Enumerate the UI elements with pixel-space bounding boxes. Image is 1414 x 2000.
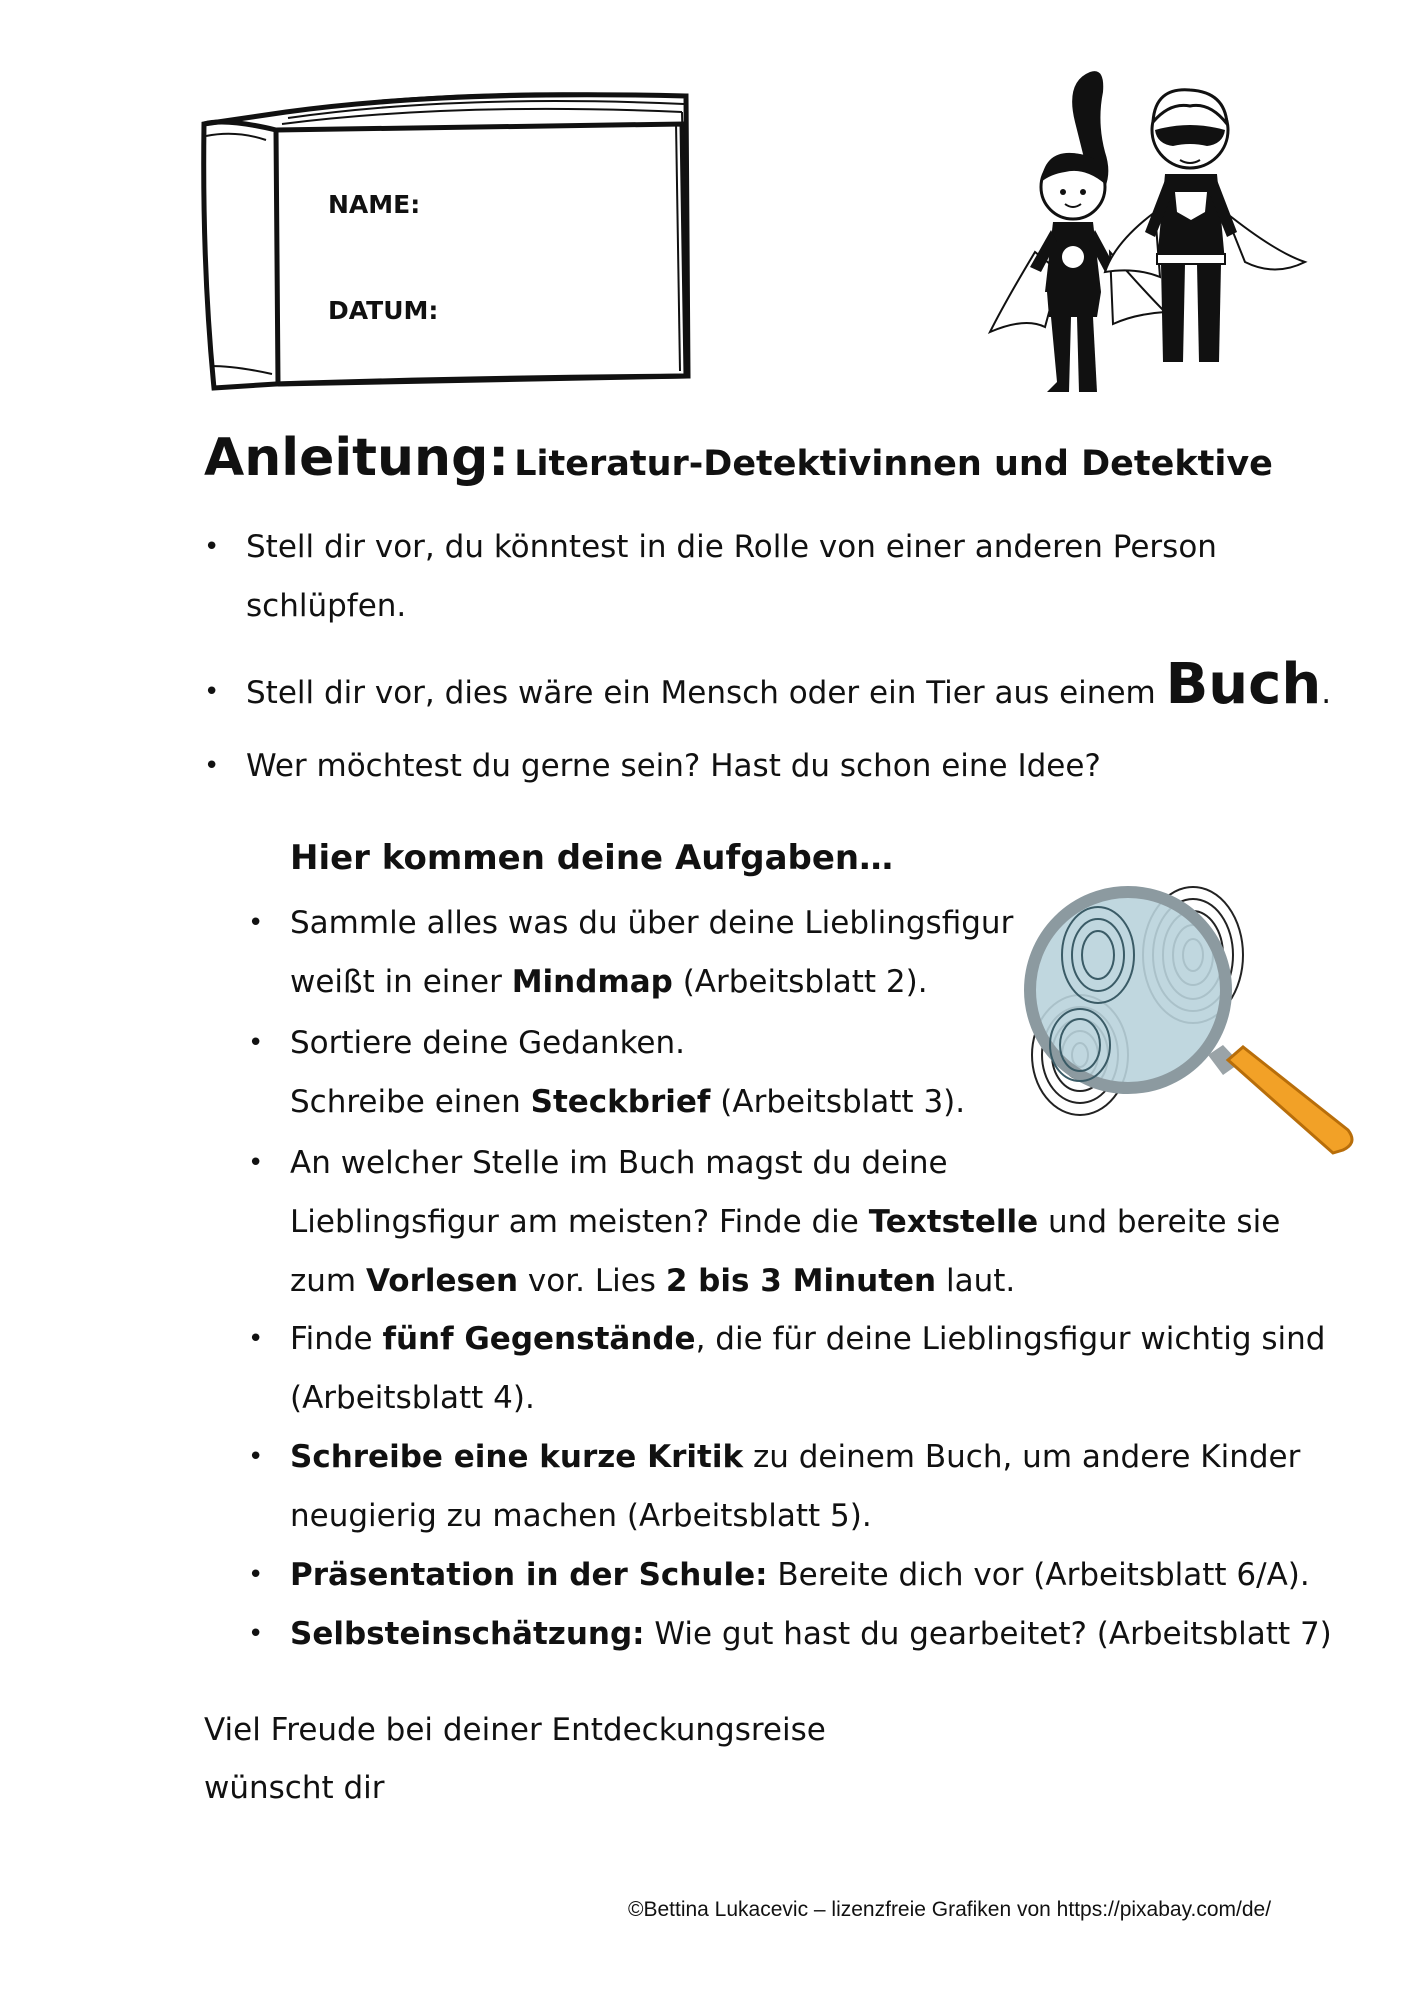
name-label: NAME:	[328, 190, 421, 219]
bullet-icon: •	[248, 1148, 264, 1178]
title-main: Anleitung:	[204, 428, 510, 488]
superhero-kids-illustration	[985, 62, 1335, 412]
bullet-icon: •	[204, 677, 220, 707]
bullet-icon: •	[248, 1442, 264, 1472]
bullet-icon: •	[248, 1619, 264, 1649]
magnifying-glass-fingerprint-illustration	[1018, 875, 1363, 1160]
bullet-icon: •	[204, 751, 220, 781]
bullet-icon: •	[248, 1028, 264, 1058]
bullet-icon: •	[248, 1324, 264, 1354]
bullet-icon: •	[248, 908, 264, 938]
bullet-icon: •	[204, 532, 220, 562]
closing-line: wünscht dir	[204, 1770, 385, 1806]
tasks-heading: Hier kommen deine Aufgaben…	[290, 838, 894, 878]
closing-line: Viel Freude bei deiner Entdeckungsreise	[204, 1712, 826, 1748]
credit-footer: ©Bettina Lukacevic – lizenzfreie Grafiken von https://pixabay.com/de/	[628, 1898, 1272, 1921]
page-title	[204, 428, 1273, 488]
bullet-icon: •	[248, 1560, 264, 1590]
title-subtitle: Literatur-Detektivinnen und Detektive	[514, 444, 1273, 484]
book-illustration	[196, 66, 706, 406]
date-label: DATUM:	[328, 296, 439, 325]
